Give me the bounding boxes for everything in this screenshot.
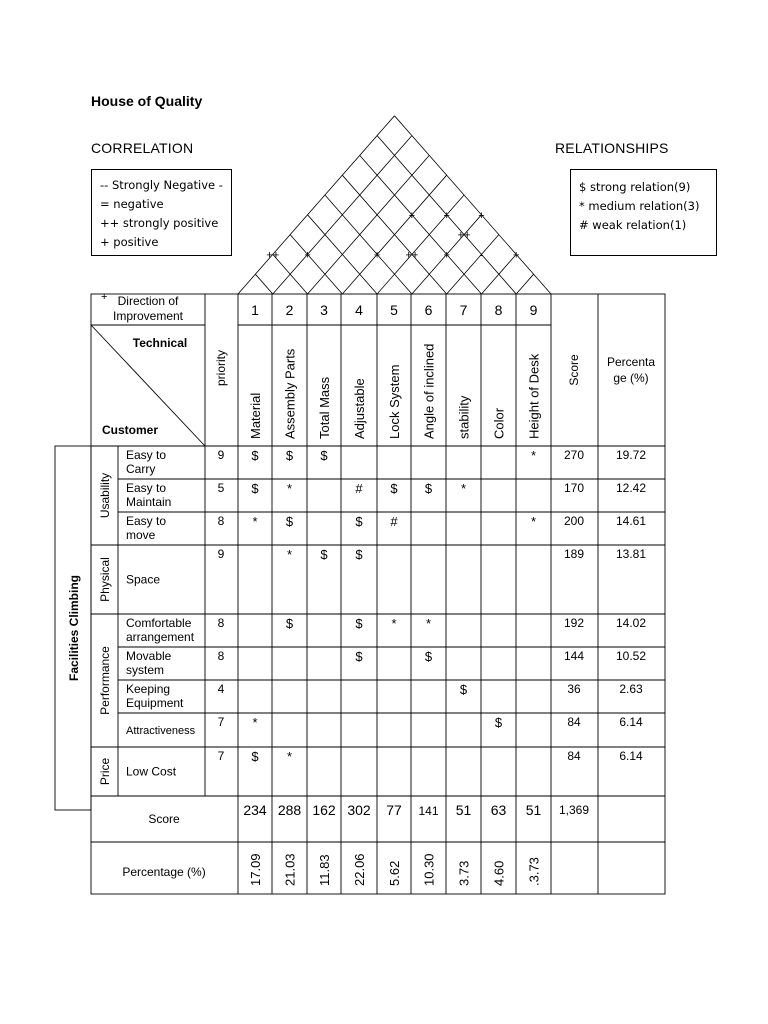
- relation-cell-2-5: $: [390, 481, 398, 496]
- legend-strongly-negative: -- Strongly Negative -: [100, 178, 223, 192]
- correlation-mark-9: ++: [266, 249, 280, 262]
- score-total: 1,369: [558, 803, 590, 817]
- priority-5: 8: [217, 616, 225, 630]
- legend-negative: = negative: [100, 197, 164, 211]
- relation-cell-4-2: *: [286, 547, 293, 562]
- need-9: Low Cost: [126, 764, 177, 779]
- relation-cell-5-5: *: [391, 616, 397, 631]
- column-number-7: 7: [459, 302, 468, 318]
- column-number-6: 6: [424, 302, 433, 318]
- tech-req-9: Height of Desk: [526, 353, 542, 439]
- need-7-line-1: Keeping: [126, 682, 171, 696]
- row-percent-2: 12.42: [615, 481, 647, 495]
- relation-cell-1-1: $: [251, 448, 259, 463]
- column-number-5: 5: [390, 302, 398, 318]
- need-5-line-2: arrangement: [126, 630, 195, 644]
- row-percent-8: 6.14: [619, 715, 643, 729]
- column-percent-3: 11.83: [317, 854, 332, 886]
- column-score-9: 51: [525, 802, 542, 818]
- score-row-label: Score: [148, 812, 180, 826]
- relation-cell-6-4: $: [355, 649, 363, 664]
- row-score-5: 192: [563, 616, 585, 630]
- column-number-2: 2: [285, 302, 294, 318]
- need-6-line-2: system: [126, 663, 165, 677]
- row-percent-7: 2.63: [619, 682, 643, 696]
- relation-cell-3-2: $: [285, 514, 294, 529]
- legend-strong-relation: $ strong relation(9): [579, 180, 691, 194]
- percent-col-label-2: ge (%): [613, 371, 649, 385]
- score-col-label: Score: [567, 354, 581, 386]
- need-8: Attractiveness: [126, 725, 196, 737]
- row-percent-6: 10.52: [615, 649, 647, 663]
- row-score-8: 84: [567, 715, 581, 729]
- relation-cell-2-4: #: [355, 481, 363, 496]
- priority-1: 9: [217, 448, 225, 462]
- column-percent-8: 4.60: [491, 860, 507, 886]
- correlation-mark-11: +: [513, 249, 520, 262]
- group-price: Price: [98, 757, 112, 786]
- priority-7: 4: [217, 682, 225, 696]
- column-score-7: 51: [455, 802, 472, 818]
- column-number-4: 4: [355, 302, 363, 318]
- row-percent-3: 14.61: [615, 514, 647, 528]
- roof-line-right-2: [308, 155, 430, 294]
- need-1-line-1: Easy to: [126, 448, 167, 462]
- roof-line-right-4: [377, 195, 464, 294]
- correlation-heading: CORRELATION: [91, 140, 194, 156]
- roof-right-edge: [395, 116, 552, 294]
- relation-cell-9-1: $: [251, 749, 259, 764]
- outer-group-label: Facilities Climbing: [67, 574, 81, 682]
- row-score-1: 270: [563, 448, 585, 462]
- roof-line-left-3: [290, 235, 342, 294]
- matrix-labels: [67, 291, 655, 886]
- relation-cell-3-9: *: [530, 514, 537, 529]
- tech-req-4: Adjustable: [352, 378, 367, 439]
- need-1-line-2: Carry: [126, 462, 156, 476]
- need-6-line-1: Movable: [126, 649, 172, 663]
- relation-cell-3-1: *: [252, 514, 258, 529]
- relationships-heading: RELATIONSHIPS: [555, 140, 669, 156]
- row-score-6: 144: [563, 649, 585, 663]
- percent-col-label-1: Percenta: [606, 355, 656, 369]
- relation-cell-9-2: *: [286, 749, 293, 764]
- direction-label-1: Direction of: [117, 294, 179, 308]
- tech-req-3: Total Mass: [317, 376, 332, 439]
- need-4: Space: [126, 572, 161, 587]
- roof-left-edge: [238, 116, 395, 294]
- technical-label: Technical: [132, 336, 188, 350]
- row-score-9: 84: [567, 749, 581, 763]
- relation-cell-1-2: $: [285, 448, 294, 463]
- correlation-mark-2: -: [479, 249, 484, 262]
- relation-cell-5-4: $: [355, 616, 363, 631]
- column-number-1: 1: [251, 302, 259, 318]
- legend-strongly-positive: ++ strongly positive: [100, 216, 219, 230]
- column-percent-6: 10.30: [421, 853, 437, 886]
- column-score-6: 141: [418, 804, 439, 818]
- tech-req-1: Material: [248, 392, 263, 439]
- legend-medium-relation: * medium relation(3): [579, 199, 700, 213]
- priority-2: 5: [217, 481, 225, 495]
- row-percent-5: 14.02: [615, 616, 647, 630]
- row-score-4: 189: [563, 547, 585, 561]
- roof-line-left-7: [360, 155, 485, 294]
- correlation-mark-1: +: [443, 249, 450, 262]
- row-score-3: 200: [563, 514, 585, 528]
- column-score-8: 63: [490, 802, 507, 818]
- percent-row-label: Percentage (%): [122, 865, 206, 879]
- correlation-marks: [266, 210, 519, 262]
- relation-cell-5-6: *: [425, 616, 432, 631]
- column-score-1: 234: [243, 802, 267, 818]
- priority-6: 8: [217, 649, 225, 663]
- need-3-line-1: Easy to: [126, 514, 167, 528]
- roof-line-right-8: [516, 274, 533, 294]
- relation-cell-4-3: $: [320, 547, 328, 562]
- relation-cell-5-2: $: [285, 616, 294, 631]
- column-score-4: 302: [347, 802, 371, 818]
- column-percent-1: 17.09: [248, 853, 263, 886]
- relation-cell-8-1: *: [252, 715, 258, 730]
- column-score-2: 288: [277, 802, 302, 818]
- correlation-mark-6: +: [408, 209, 416, 222]
- column-number-9: 9: [529, 302, 538, 318]
- correlation-mark-5: +: [443, 209, 450, 222]
- relation-cell-8-8: $: [494, 715, 503, 730]
- relation-cell-4-4: $: [355, 547, 363, 562]
- need-7-line-2: Equipment: [126, 696, 184, 710]
- priority-label: priority: [214, 349, 228, 387]
- relation-cell-3-4: $: [355, 514, 363, 529]
- priority-3: 8: [217, 514, 225, 528]
- document-title: House of Quality: [91, 93, 203, 109]
- group-physical: Physical: [98, 557, 112, 602]
- row-score-7: 36: [567, 682, 581, 696]
- column-score-5: 77: [386, 802, 402, 818]
- relation-cell-6-6: $: [424, 649, 433, 664]
- need-3-line-2: move: [126, 528, 156, 542]
- column-number-8: 8: [494, 302, 503, 318]
- group-usability: Usability: [98, 472, 112, 519]
- need-2-line-1: Easy to: [126, 481, 167, 495]
- tech-req-2: Assembly Parts: [282, 348, 298, 439]
- relation-cell-1-9: *: [530, 448, 537, 463]
- roof-line-right-6: [447, 235, 499, 294]
- direction-plus: +: [101, 291, 108, 303]
- correlation-mark-4: +: [478, 209, 485, 222]
- correlation-mark-10: +: [373, 249, 381, 262]
- column-percent-2: 21.03: [282, 853, 298, 886]
- relation-cell-7-7: $: [459, 682, 468, 697]
- row-percent-1: 19.72: [615, 448, 647, 462]
- row-percent-4: 13.81: [615, 547, 647, 561]
- row-score-2: 170: [563, 481, 585, 495]
- relation-cell-2-7: *: [460, 481, 467, 496]
- column-percent-7: 3.73: [456, 860, 472, 886]
- customer-label: Customer: [102, 423, 159, 437]
- correlation-mark-3: ++: [457, 229, 471, 242]
- legend-weak-relation: # weak relation(1): [579, 218, 687, 232]
- tech-req-6: Angle of inclined: [421, 343, 437, 439]
- relation-cell-3-5: #: [390, 514, 398, 529]
- roof-line-left-5: [325, 195, 412, 294]
- relation-cell-1-3: $: [320, 448, 328, 463]
- roof-line-left-1: [255, 274, 272, 294]
- column-score-3: 162: [312, 802, 336, 818]
- correlation-mark-7: ++: [405, 249, 419, 262]
- relation-cell-2-1: $: [251, 481, 259, 496]
- group-performance: Performance: [98, 646, 112, 715]
- row-percent-9: 6.14: [619, 749, 643, 763]
- direction-label-2: Improvement: [112, 309, 184, 323]
- priority-9: 7: [217, 749, 225, 763]
- priority-8: 7: [217, 715, 225, 729]
- column-number-3: 3: [320, 302, 328, 318]
- need-2-line-2: Maintain: [126, 495, 172, 509]
- tech-req-5: Lock System: [387, 364, 402, 439]
- need-5-line-1: Comfortable: [126, 616, 192, 630]
- correlation-mark-8: +: [304, 249, 311, 262]
- tech-req-8: Color: [491, 407, 507, 439]
- column-percent-9: .3.73: [526, 857, 542, 886]
- legend-positive: + positive: [100, 235, 159, 249]
- column-percent-5: 5.62: [387, 860, 402, 886]
- column-percent-4: 22.06: [352, 853, 367, 886]
- tech-req-7: stability: [456, 395, 472, 439]
- correlation-roof: [238, 116, 551, 294]
- priority-4: 9: [217, 547, 225, 561]
- relation-cell-2-6: $: [424, 481, 433, 496]
- relation-cell-2-2: *: [286, 481, 293, 496]
